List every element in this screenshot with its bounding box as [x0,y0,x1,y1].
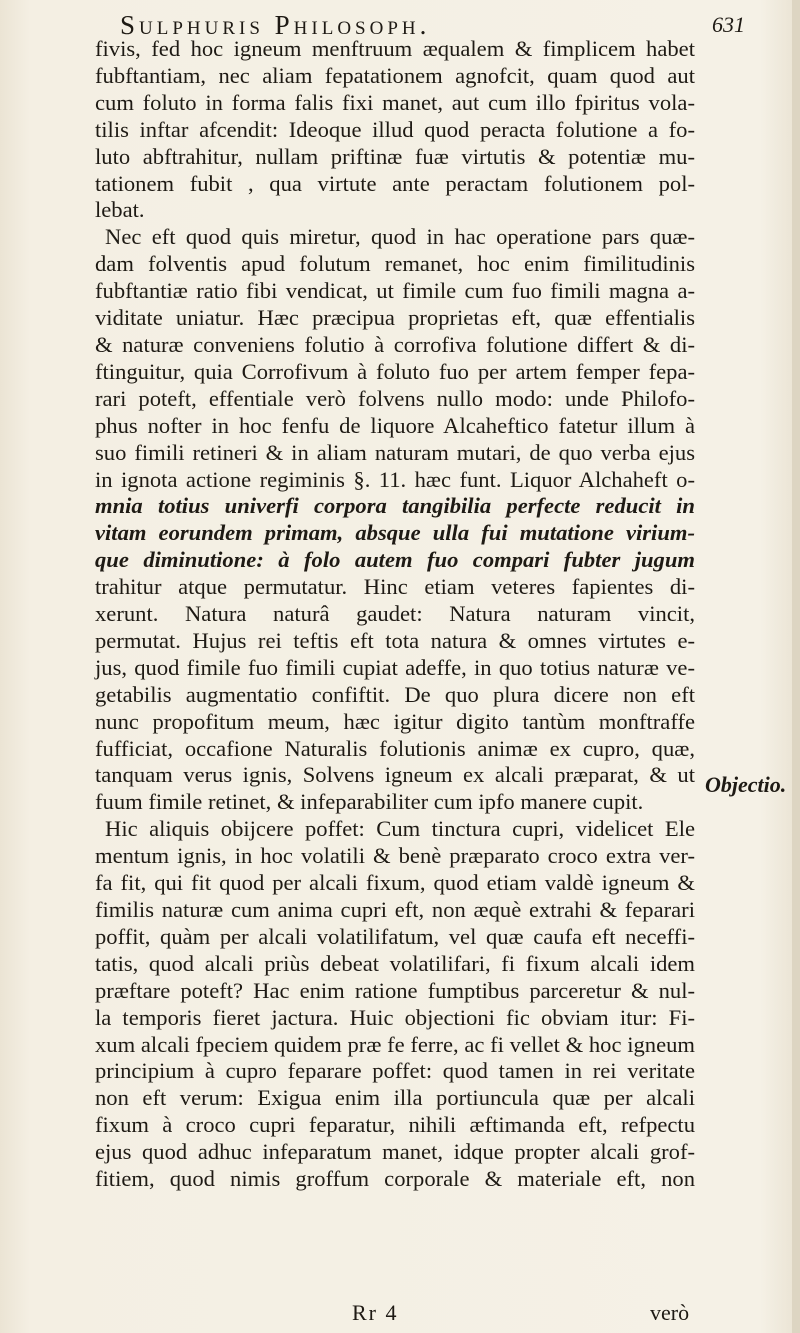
signature-mark: Rr 4 [352,1300,399,1325]
text-line: fubftantiam, nec aliam fepatationem agnofcit, quam quod aut [95,62,695,88]
text-line: jus, quod fimile fuo fimili cupiat adeffe, in quo totius naturæ ve- [95,654,695,680]
text-line: in ignota actione regiminis §. 11. hæc funt. Liquor Alchaheft o- [95,466,695,492]
text-line: ftinguitur, quia Corrofivum à foluto fuo per artem femper fepa- [95,358,695,384]
text-line: fitiem, quod nimis groffum corporale & materiale eft, non [95,1166,695,1192]
page-edge [792,0,800,1333]
text-line: fivis, fed hoc igneum menftruum æqualem & fimplicem habet [95,36,695,61]
text-line: mentum ignis, in hoc volatili & benè præparato croco extra ver- [95,843,695,869]
text-line: vitam eorundem primam, absque ulla fui mutatione virium- [95,520,695,546]
text-line: cum foluto in forma falis fixi manet, aut cum illo fpiritus vola- [95,89,695,115]
page-number: 631 [712,12,745,37]
page-footer [0,1300,800,1330]
text-line: præftare poteft? Hac enim ratione fumptibus parceretur & nul- [95,977,695,1003]
paragraph-start: Hic aliquis obijcere poffet: Cum tinctura cupri, videlicet Ele [105,816,695,842]
text-line: tanquam verus ignis, Solvens igneum ex alcali præparat, & ut [95,762,695,788]
text-line: xum alcali fpeciem quidem præ fe ferre, ac fi vellet & hoc igneum [95,1031,695,1057]
text-line: dam folventis apud folutum remanet, hoc enim fimilitudinis [95,251,695,277]
text-line: non eft verum: Exigua enim illa portiuncula quæ per alcali [95,1085,695,1111]
text-line: fubftantiæ ratio fibi vendicat, ut fimile cum fuo fimili magna a- [95,278,695,304]
text-line: permutat. Hujus rei teftis eft tota natura & omnes virtutes e- [95,627,695,653]
text-line: lebat. [95,197,145,223]
text-line: mnia totius univerfi corpora tangibilia perfecte reducit in [95,493,695,519]
text-line: poffit, quàm per alcali volatilifatum, vel quæ caufa eft neceffi- [95,923,695,949]
text-line: viditate uniatur. Hæc præcipua proprietas eft, quæ effentialis [95,305,695,331]
text-line: que diminutione: à folo autem fuo compari fubter jugum [95,547,695,573]
text-line: luto abftrahitur, nullam priftinæ fuæ virtutis & potentiæ mu- [95,143,695,169]
text-line: rari poteft, effentiale verò folvens nullo modo: unde Philofo- [95,385,695,411]
text-line: xerunt. Natura naturâ gaudet: Natura naturam vincit, [95,601,695,627]
text-line: tatis, quod alcali priùs debeat volatilifari, fi fixum alcali idem [95,950,695,976]
paragraph-start: Nec eft quod quis miretur, quod in hac operatione pars quæ- [105,224,695,250]
text-line: tationem fubit , qua virtute ante peractam folutionem pol- [95,170,695,196]
running-title: Sulphuris Philosoph. [120,10,431,40]
text-line: fufficiat, occafione Naturalis folutionis animæ ex cupro, quæ, [95,735,695,761]
text-line: trahitur atque permutatur. Hinc etiam veteres fapientes di- [95,574,695,600]
text-line: getabilis augmentatio confiftit. De quo plura dicere non eft [95,681,695,707]
catchword: verò [650,1300,690,1325]
text-line: & naturæ conveniens folutio à corrofiva folutione differt & di- [95,331,695,357]
text-line: ejus quod adhuc infeparatum manet, idque propter alcali grof- [95,1139,695,1165]
text-line: fixum à croco cupri feparatur, nihili æftimanda eft, refpectu [95,1112,695,1138]
text-line: la temporis fieret jactura. Huic objectioni fic obviam itur: Fi- [95,1004,695,1030]
text-line: phus nofter in hoc fenfu de liquore Alcaheftico fatetur illum à [95,412,695,438]
text-line: nunc propofitum meum, hæc igitur digito tantùm monftraffe [95,708,695,734]
text-line: fa fit, qui fit quod per alcali fixum, quod etiam valdè igneum & [95,870,695,896]
text-line: principium à cupro feparare poffet: quod tamen in rei veritate [95,1058,695,1084]
text-line: tilis inftar afcendit: Ideoque illud quod peracta folutione a fo- [95,116,695,142]
text-line: fuum fimile retinet, & infeparabiliter cum ipfo manere cupit. [95,789,644,815]
body-text [95,36,695,1193]
text-line: suo fimili retineri & in aliam naturam mutari, de quo verba ejus [95,439,695,465]
text-line: fimilis naturæ cum anima cupri eft, non æquè extrahi & feparari [95,897,695,922]
margin-note: Objectio. [705,772,787,797]
